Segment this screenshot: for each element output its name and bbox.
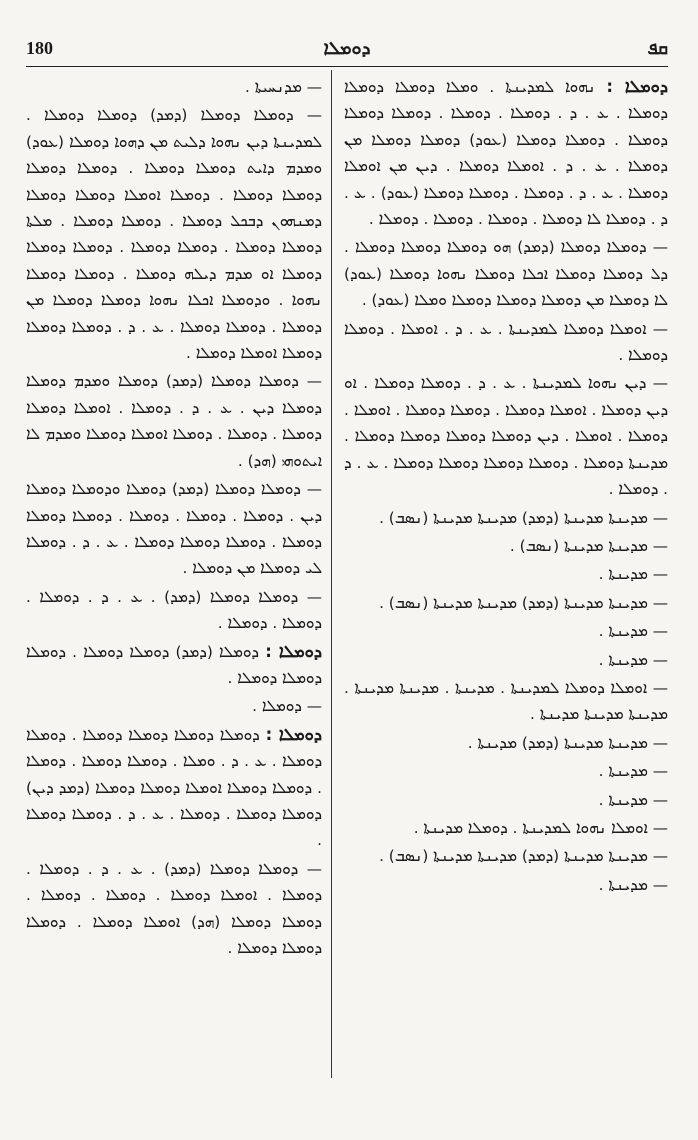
sub-entry bbox=[26, 856, 322, 962]
entry-text: — ܕܘܡܠܐ . bbox=[252, 697, 322, 716]
sub-entry bbox=[344, 675, 668, 728]
entry-text: — ܡܕܝܢܬܐ . bbox=[598, 790, 668, 809]
sub-entry bbox=[344, 316, 668, 369]
lemma-entry bbox=[26, 722, 322, 854]
entry-text: ܢܗܘܐ ܠܡܕܝܢܬܐ . ܘܡܠܐ ܕܘܡܠܐ ܕܘܡܠܐ ܕܘܡܠܐ . ܥ . ܕ . ܕܘܡܠܐ . ܕܘܡܠܐ . ܕܘܡܠܐ ܕܘܡܠܐ ܕܘܡܠܐ . ܕܘܡܠܐ ܕܘܡܠܐ (ܥܘܕ) ܕܘܡܠܐ ܕܘܡܠܐ ܡܢ ܕܘܡܠܐ . ܥ . ܕ . ܐܘܡܠܐ ܕܘܡܠܐ . ܕܝܢ ܡܢ ܐܘܡܠܐ ܕܘܡܠܐ . ܥ . ܕ . ܕܘܡܠܐ . ܕܘܡܠܐ ܕܘܡܠܐ (ܥܘܕ) . ܥ . ܕ . ܕܘܡܠܐ ܠܐ ܕܘܡܠܐ . ܕܘܡܠܐ . ܕܘܡܠܐ . ܕܘܡܠܐ . bbox=[344, 78, 668, 229]
sub-entry bbox=[26, 368, 322, 474]
entry-text: — ܡܕܝܢܬܐ ܡܕܝܢܬܐ (ܕܡܕ) ܡܕܝܢܬܐ ܡܕܝܢܬܐ (ܢܣܒ) . bbox=[379, 508, 668, 527]
sub-entry bbox=[26, 476, 322, 582]
sub-entry bbox=[344, 787, 668, 813]
entry-text: — ܕܘܡܠܐ ܕܘܡܠܐ (ܕܡܕ) ܕܘܡܠܐ ܘܡܕܡ ܕܘܡܠܐ ܕܘܡܠܐ ܕܝܢ . ܥ . ܕ . ܕܘܡܠܐ . ܐܘܡܠܐ ܕܘܡܠܐ ܕܘܡܠܐ . ܕܘܡܠܐ . ܕܘܡܠܐ ܐܘܡܠܐ ܕܘܡܠܐ ܘܡܕܡ ܠܐ ܐܝܬܘܗܝ (ܗܕ) . bbox=[26, 372, 322, 470]
lemma-headword: ܕܘܡܠܐ : bbox=[606, 77, 668, 96]
sub-entry bbox=[344, 561, 668, 587]
lemma-entry bbox=[26, 639, 322, 692]
sub-entry bbox=[344, 843, 668, 869]
entry-text: — ܡܕܝܢܬܐ . bbox=[598, 762, 668, 781]
sub-entry bbox=[26, 102, 322, 366]
sub-entry bbox=[26, 74, 322, 100]
left-column bbox=[26, 74, 322, 1076]
lemma-entry bbox=[344, 74, 668, 232]
entry-text: — ܡܕܝܢܬܐ ܡܕܝܢܬܐ (ܕܡܕ) ܡܕܝܢܬܐ . bbox=[467, 733, 668, 752]
lemma-headword: ܕܘܡܠܐ : bbox=[265, 724, 322, 744]
entry-text: — ܕܘܡܠܐ ܕܘܡܠܐ (ܕܡܕ) ܕܘܡܠܐ ܕܘܡܠܐ . ܠܡܕܝܢܬܐ ܕܝܢ ܢܗܘܐ ܕܠܝܬ ܡܢ ܕܗܘܐ ܕܘܡܠܐ (ܥܘܕ) ܘܡܕܡ ܕܐܝܬ ܕܘܡܠܐ ܕܘܡܠܐ . ܕܘܡܠܐ ܕܘܡܠܐ ܕܘܡܠܐ ܕܘܡܠܐ . ܕܘܡܠܐ ܐܘܡܠܐ ܕܘܡܠܐ ܕܘܡܠܐ ܕܡܢܗܘܢ ܕܒܟܠ ܕܘܡܠܐ . ܕܘܡܠܐ ܕܘܡܠܐ . ܡܠܬܐ ܕܘܡܠܐ ܕܘܡܠܐ . ܕܘܡܠܐ ܕܘܡܠܐ . ܕܘܡܠܐ ܕܘܡܠܐ ܕܘܡܠܐ ܐܘ ܡܕܡ ܕܝܠܗ ܕܘܡܠܐ . ܕܘܡܠܐ ܕܘܡܠܐ ܢܗܘܐ . ܘܕܘܡܠܐ ܐܟܠܐ ܢܗܘܐ ܕܘܡܠܐ ܕܘܡܠܐ ܡܢ ܕܘܡܠܐ . ܕܘܡܠܐ ܕܘܡܠܐ . ܥ . ܕ . ܕܘܡܠܐ ܕܘܡܠܐ ܕܘܡܠܐ ܐܘܡܠܐ ܕܘܡܠܐ . bbox=[26, 106, 322, 363]
sub-entry bbox=[344, 533, 668, 559]
sub-entry bbox=[344, 370, 668, 502]
entry-text: — ܐܘܡܠܐ ܕܘܡܠܐ ܠܡܕܝܢܬܐ . ܥ . ܕ . ܐܘܡܠܐ . ܕܘܡܠܐ ܕܘܡܠܐ . bbox=[344, 319, 668, 365]
entry-text: — ܕܘܡܠܐ ܕܘܡܠܐ (ܕܡܕ) ܗܘ ܕܘܡܠܐ ܕܘܡܠܐ ܕܘܡܠܐ . ܕܠ ܕܘܡܠܐ ܕܘܡܠܐ ܐܟܠܐ ܕܘܡܠܐ ܢܗܘܐ ܕܘܡܠܐ (ܥܘܕ) ܠܐ ܕܘܡܠܐ ܡܢ ܕܘܡܠܐ ܕܘܡܠܐ ܕܘܡܠܐ ܘܡܠܐ (ܥܘܕ) . bbox=[344, 238, 668, 310]
sub-entry bbox=[344, 590, 668, 616]
column-divider bbox=[331, 70, 332, 1078]
sub-entry bbox=[344, 815, 668, 841]
header-rule bbox=[26, 66, 668, 67]
entry-text: — ܡܕܝܢܬܐ ܡܕܝܢܬܐ (ܕܡܕ) ܡܕܝܢܬܐ ܡܕܝܢܬܐ (ܢܣܒ) . bbox=[379, 847, 668, 866]
sub-entry bbox=[26, 584, 322, 637]
sub-entry bbox=[344, 872, 668, 898]
entry-text: — ܡܕܝܢܬܐ ܡܕܝܢܬܐ (ܕܡܕ) ܡܕܝܢܬܐ ܡܕܝܢܬܐ (ܢܣܒ) . bbox=[379, 593, 668, 612]
sub-entry bbox=[344, 647, 668, 673]
sub-entry bbox=[344, 730, 668, 756]
sub-entry bbox=[344, 618, 668, 644]
running-title: ܕܘܡܠܐ bbox=[323, 38, 371, 59]
entry-text: ܕܘܡܠܐ (ܕܡܕ) ܕܘܡܠܐ ܕܘܡܠܐ . ܕܘܡܠܐ ܕܘܡܠܐ ܕܘܡܠܐ . bbox=[26, 642, 322, 687]
entry-text: ܕܘܡܠܐ ܕܘܡܠܐ ܕܘܡܠܐ ܕܘܡܠܐ . ܕܘܡܠܐ ܕܘܡܠܐ . ܥ . ܕ . ܘܡܠܐ . ܕܘܡܠܐ ܕܘܡܠܐ . ܕܘܡܠܐ . ܕܘܡܠܐ ܕܘܡܠܐ ܐܘܡܠܐ ܕܘܡܠܐ ܕܘܡܠܐ (ܕܡܕ ܕܝܢ) ܕܘܡܠܐ ܕܘܡܠܐ . ܕܘܡܠܐ . ܥ . ܕ . ܕܘܡܠܐ ܕܘܡܠܐ . bbox=[26, 725, 322, 850]
page-header bbox=[26, 38, 668, 64]
sub-entry bbox=[26, 693, 322, 719]
entry-text: — ܡܕܢܚܝܬܐ . bbox=[245, 78, 322, 96]
entry-text: — ܡܕܝܢܬܐ ܡܕܝܢܬܐ (ܢܣܒ) . bbox=[509, 536, 668, 555]
page-number: 180 bbox=[26, 38, 53, 58]
sub-entry bbox=[344, 505, 668, 531]
entry-text: — ܕܘܡܠܐ ܕܘܡܠܐ (ܕܡܕ) ܕܘܡܠܐ ܘܕܘܡܠܐ ܕܘܡܠܐ ܕܝܢ . ܕܘܡܠܐ . ܕܘܡܠܐ . ܕܘܡܠܐ . ܕܘܡܠܐ ܕܘܡܠܐ ܕܘܡܠܐ . ܕܘܡܠܐ ܕܘܡܠܐ ܕܘܡܠܐ . ܥ . ܕ . ܕܘܡܠܐ ܠܝ ܕܘܡܠܐ ܡܢ ܕܘܡܠܐ . bbox=[26, 480, 322, 578]
entry-text: — ܡܕܝܢܬܐ . bbox=[598, 875, 668, 894]
right-column bbox=[344, 74, 668, 1076]
entry-text: — ܡܕܝܢܬܐ . bbox=[598, 622, 668, 641]
entry-text: — ܕܘܡܠܐ ܕܘܡܠܐ (ܕܡܕ) . ܥ . ܕ . ܕܘܡܠܐ . ܕܘܡܠܐ . ܕܘܡܠܐ . bbox=[26, 587, 322, 633]
entry-text: — ܡܕܝܢܬܐ . bbox=[598, 650, 668, 669]
lemma-headword: ܕܘܡܠܐ : bbox=[265, 641, 322, 661]
sub-entry bbox=[344, 758, 668, 784]
entry-text: — ܐܘܡܠܐ ܢܗܘܐ ܠܡܕܝܢܬܐ . ܕܘܡܠܐ ܡܕܝܢܬܐ . bbox=[413, 818, 668, 837]
entry-text: — ܕܘܡܠܐ ܕܘܡܠܐ (ܕܡܕ) . ܥ . ܕ . ܕܘܡܠܐ . ܕܘܡܠܐ . ܐܘܡܠܐ ܕܘܡܠܐ . ܕܘܡܠܐ . ܕܘܡܠܐ . ܕܘܡܠܐ ܕܘܡܠܐ (ܗܕ) ܐܘܡܠܐ ܕܘܡܠܐ . ܕܘܡܠܐ ܕܘܡܠܐ ܕܘܡܠܐ . bbox=[26, 859, 322, 957]
sub-entry bbox=[344, 234, 668, 313]
entry-text: — ܐܘܡܠܐ ܕܘܡܠܐ ܠܡܕܝܢܬܐ . ܡܕܝܢܬܐ . ܡܕܝܢܬܐ ܡܕܝܢܬܐ . ܡܕܝܢܬܐ ܡܕܝܢܬܐ ܡܕܝܢܬܐ . bbox=[344, 678, 668, 724]
folio-number: ܩܦ bbox=[647, 38, 668, 59]
entry-text: — ܡܕܝܢܬܐ . bbox=[598, 565, 668, 584]
entry-text: — ܕܝܢ ܢܗܘܐ ܠܡܕܝܢܬܐ . ܥ . ܕ . ܕܘܡܠܐ ܕܘܡܠܐ . ܐܘ ܕܝܢ ܕܘܡܠܐ . ܐܘܡܠܐ ܕܘܡܠܐ . ܕܘܡܠܐ ܕܘܡܠܐ . ܐܘܡܠܐ . ܕܘܡܠܐ . ܐܘܡܠܐ . ܕܝܢ ܕܘܡܠܐ ܕܘܡܠܐ ܕܘܡܠܐ ܕܘܡܠܐ . ܡܕܝܢܬܐ ܕܘܡܠܐ . ܕܘܡܠܐ ܕܘܡܠܐ ܕܘܡܠܐ ܕܘܡܠܐ . ܥ . ܕ . ܕܘܡܠܐ . bbox=[344, 374, 668, 499]
